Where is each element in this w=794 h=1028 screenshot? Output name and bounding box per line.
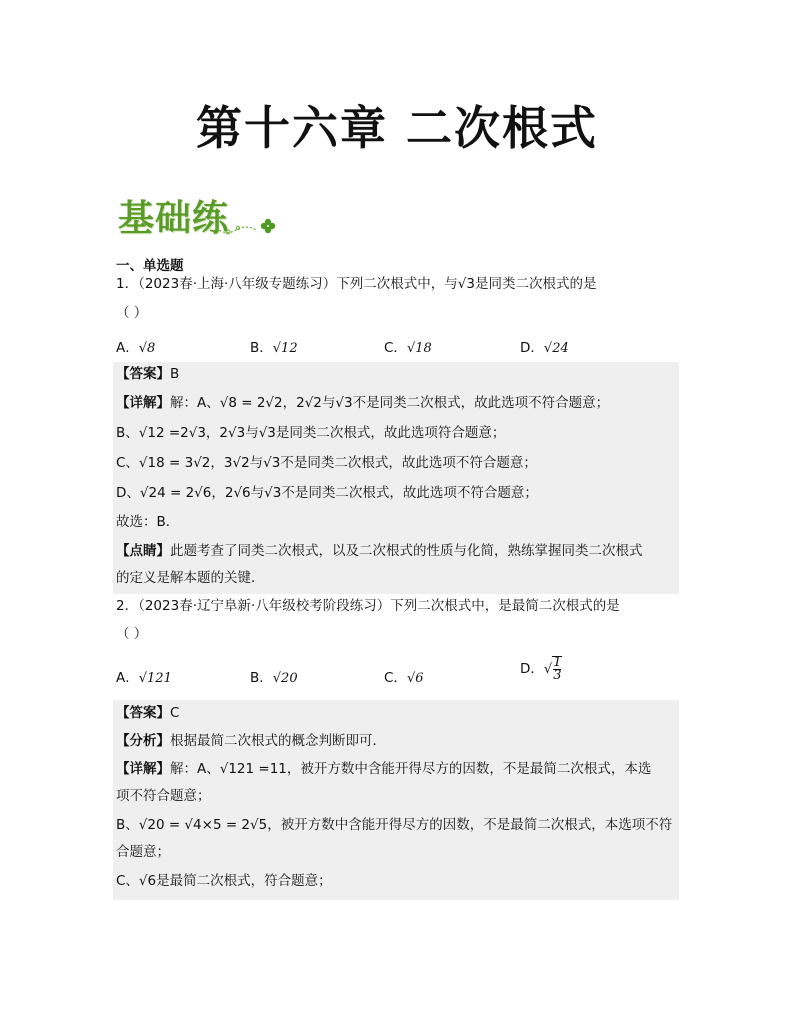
q1-conclusion: 故选：B．: [116, 514, 180, 530]
q2-option-b: [250, 666, 298, 686]
q2-option-b-value: √20: [272, 671, 298, 686]
q2-option-c-label: C．: [384, 670, 407, 686]
q1-option-b-label: B．: [250, 340, 273, 356]
q2-analysis: [116, 731, 386, 751]
q1-stem: 1．（2023春·上海·八年级专题练习）下列二次根式中，与√3是同类二次根式的是: [116, 276, 597, 292]
q2-analysis-tag: 【分析】: [116, 733, 170, 749]
q2-detail-a: [116, 759, 651, 779]
q2-option-d-fraction: [552, 656, 562, 682]
q1-option-b-value: √12: [272, 341, 298, 356]
q1-answer-value: B: [170, 366, 180, 382]
q2-detail-a-line2: 项不符合题意；: [116, 788, 211, 804]
q1-detail-a: [116, 393, 609, 413]
q1-option-d: [520, 336, 569, 356]
q2-option-c-value: √6: [406, 671, 424, 686]
q1-paren: （ ）: [116, 305, 148, 321]
q1-note: [116, 541, 643, 561]
q2-paren: （ ）: [116, 626, 148, 642]
q2-detail-tag: 【详解】: [116, 761, 170, 777]
q2-option-a: [116, 666, 172, 686]
q2-detail-a-line1: 解：A、√121 =11，被开方数中含能开得尽方的因数，不是最简二次根式，本选: [170, 761, 652, 777]
badge-label: 基础练: [118, 198, 230, 239]
q2-answer-value: C: [170, 705, 180, 721]
q2-stem: 2．（2023春·辽宁阜新·八年级校考阶段练习）下列二次根式中，是最简二次根式的是: [116, 598, 620, 614]
q1-note-tag: 【点睛】: [116, 543, 170, 559]
q2-option-b-label: B．: [250, 670, 273, 686]
q2-option-a-label: A．: [116, 670, 139, 686]
q2-option-d-numerator: 1: [553, 655, 562, 670]
q1-option-b: [250, 336, 298, 356]
q1-option-c: [384, 336, 432, 356]
q1-option-a: [116, 336, 155, 356]
q2-answer: [116, 703, 179, 723]
sqrt-sign: √: [543, 662, 553, 677]
section-heading: 一、单选题: [116, 258, 184, 274]
q2-option-c: [384, 666, 424, 686]
q2-option-a-value: √121: [138, 671, 172, 686]
q2-detail-b-line2: 合题意；: [116, 844, 170, 860]
q1-detail-c: C、√18 = 3√2，3√2与√3不是同类二次根式，故此选项不符合题意；: [116, 455, 537, 471]
q1-option-d-label: D．: [520, 340, 544, 356]
q1-detail-tag: 【详解】: [116, 395, 170, 411]
q1-option-c-value: √18: [406, 341, 432, 356]
q1-option-d-value: √24: [543, 341, 569, 356]
q2-detail-b-line1: B、√20 = √4×5 = 2√5，被开方数中含能开得尽方的因数，不是最简二次根式，本选项不符: [116, 817, 673, 833]
q2-option-d-label: D．: [520, 661, 544, 677]
q2-analysis-text: 根据最简二次根式的概念判断即可．: [170, 733, 386, 749]
q1-note-line1: 此题考查了同类二次根式，以及二次根式的性质与化简，熟练掌握同类二次根式: [170, 543, 643, 559]
q1-option-a-label: A．: [116, 340, 139, 356]
q2-option-d-denominator: 3: [553, 668, 562, 683]
q1-answer: [116, 364, 179, 384]
q1-answer-tag: 【答案】: [116, 366, 170, 382]
q1-option-c-label: C．: [384, 340, 407, 356]
section-badge: [118, 190, 288, 242]
q2-option-d: [520, 656, 562, 682]
q1-note-line2: 的定义是解本题的关键．: [116, 570, 265, 586]
q2-detail-c: C、√6是最简二次根式，符合题意；: [116, 873, 332, 889]
q1-detail-b: B、√12 =2√3，2√3与√3是同类二次根式，故此选项符合题意；: [116, 425, 506, 441]
page-title: 第十六章 二次根式: [195, 101, 598, 155]
q1-detail-a-text: 解：A、√8 = 2√2，2√2与√3不是同类二次根式，故此选项不符合题意；: [170, 395, 610, 411]
clover-decoration-icon: [214, 216, 278, 238]
q2-answer-tag: 【答案】: [116, 705, 170, 721]
q1-detail-d: D、√24 = 2√6，2√6与√3不是同类二次根式，故此选项不符合题意；: [116, 485, 538, 501]
q1-option-a-value: √8: [138, 341, 156, 356]
